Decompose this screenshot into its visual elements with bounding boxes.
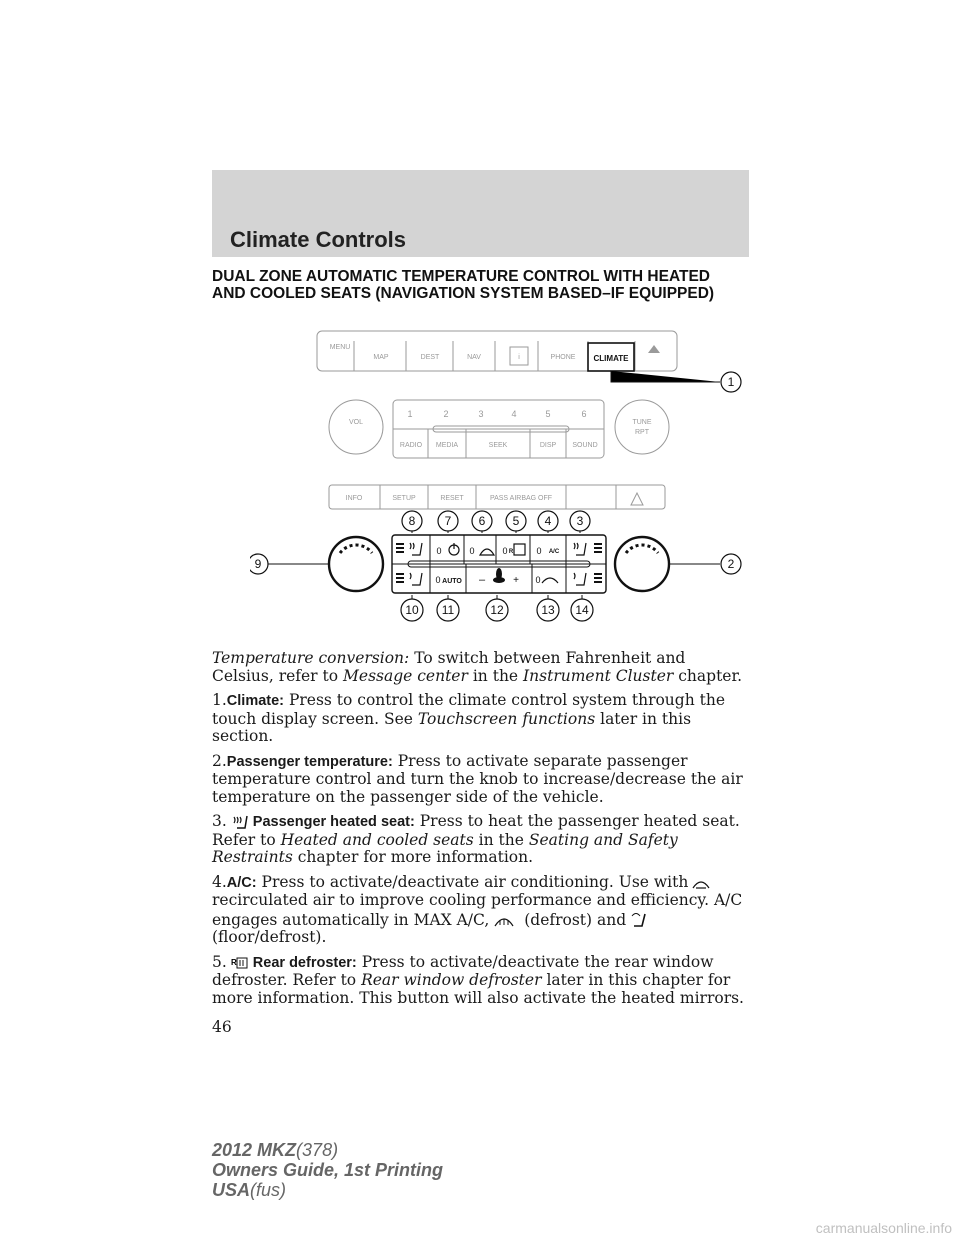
page-number: 46	[212, 1018, 232, 1036]
sound-label: SOUND	[572, 442, 598, 449]
vol-label: VOL	[348, 419, 364, 426]
callout-4: 4	[544, 514, 552, 528]
section-title	[212, 268, 772, 302]
callout-1: 1	[727, 375, 735, 389]
recirculate-icon	[692, 878, 710, 890]
footer-model-code: (378)	[296, 1140, 339, 1160]
zero-7: 0	[436, 546, 442, 556]
print-footer	[212, 1140, 443, 1200]
phone-label: PHONE	[550, 354, 576, 361]
callout-5: 5	[512, 514, 520, 528]
body-text	[212, 650, 752, 1014]
climate-control-diagram	[250, 325, 750, 635]
callout-13: 13	[541, 603, 555, 617]
dest-label: DEST	[420, 354, 440, 361]
callout-12: 12	[490, 603, 504, 617]
rear-r-label: R	[508, 549, 514, 555]
tune-label: TUNE	[632, 419, 652, 426]
item-4-paragraph: 4.A/C: Press to activate/deactivate air conditioning. Use with recirculated air to improve cooling performance and efficiency. A/C engages automatically in MAX A/C, (defrost) and (floor/defrost).	[212, 872, 743, 946]
item-1-paragraph: 1.Climate: Press to control the climate control system through the touch display screen. See Touchscreen functions later in this section.	[212, 691, 726, 745]
zero-6: 0	[469, 546, 475, 556]
callout-10: 10	[405, 603, 419, 617]
defrost-icon	[493, 914, 515, 928]
climate-button-label: CLIMATE	[593, 354, 629, 363]
section-title-line2: AND COOLED SEATS (NAVIGATION SYSTEM BASED–IF EQUIPPED)	[212, 285, 715, 302]
footer-market: USA	[212, 1180, 251, 1200]
callout-14: 14	[575, 603, 589, 617]
footer-model: 2012 MKZ	[212, 1140, 297, 1160]
callout-11: 11	[441, 603, 455, 617]
zero-13: 0	[535, 575, 541, 585]
callout-9: 9	[254, 557, 262, 571]
preset-1: 1	[407, 409, 413, 419]
watermark: carmanualsonline.info	[815, 1220, 952, 1236]
media-label: MEDIA	[435, 442, 459, 449]
item-5-paragraph: 5. R Rear defroster: Press to activate/deactivate the rear window defroster. Refer to Rear window defroster later in this chapter for more information. This button will also activate the heated mirrors.	[212, 952, 744, 1007]
callout-8: 8	[408, 514, 416, 528]
section-title-line1: DUAL ZONE AUTOMATIC TEMPERATURE CONTROL WITH HEATED	[212, 268, 710, 285]
menu-label: MENU	[329, 344, 351, 351]
ac-label: A/C	[548, 549, 560, 555]
auto-label: AUTO	[442, 578, 462, 585]
heated-seat-icon	[231, 813, 249, 829]
fan-icon	[493, 568, 505, 583]
fan-plus: +	[513, 575, 519, 586]
info-i-label: i	[518, 354, 520, 361]
reset-label: RESET	[440, 495, 464, 502]
seek-label: SEEK	[488, 442, 508, 449]
pass-airbag-label: PASS AIRBAG OFF	[489, 495, 553, 502]
preset-3: 3	[478, 409, 484, 419]
preset-5: 5	[545, 409, 551, 419]
zero-11: 0	[435, 575, 441, 585]
callout-7: 7	[444, 514, 452, 528]
info-label: INFO	[345, 495, 363, 502]
chapter-header	[212, 170, 749, 257]
preset-4: 4	[511, 409, 517, 419]
nav-label: NAV	[467, 354, 481, 361]
zero-5: 0	[502, 546, 508, 556]
preset-2: 2	[443, 409, 449, 419]
disp-label: DISP	[539, 442, 557, 449]
preset-6: 6	[581, 409, 587, 419]
callout-3: 3	[576, 514, 584, 528]
floor-defrost-icon	[630, 910, 650, 928]
item-2-paragraph: 2.Passenger temperature: Press to activate separate passenger temperature control and turn the knob to increase/decrease the air temperature on the passenger side of the vehicle.	[212, 751, 743, 806]
callout-2: 2	[727, 557, 735, 571]
item-3-paragraph: 3. Passenger heated seat: Press to heat the passenger heated seat. Refer to Heated and cooled seats in the Seating and Safety Restraints chapter for more information.	[212, 812, 740, 866]
rpt-label: RPT	[635, 429, 649, 436]
footer-guide: Owners Guide, 1st Printing	[212, 1160, 444, 1180]
footer-market-code: (fus)	[250, 1180, 287, 1200]
map-label: MAP	[373, 354, 389, 361]
zero-4: 0	[536, 546, 542, 556]
svg-text:R: R	[230, 957, 237, 967]
fan-minus: –	[478, 574, 486, 586]
temperature-conversion-paragraph: Temperature conversion: To switch between Fahrenheit and Celsius, refer to Message center in the Instrument Cluster chapter.	[212, 649, 743, 685]
rear-defroster-icon	[231, 956, 249, 970]
chapter-title: Climate Controls	[230, 227, 407, 252]
setup-label: SETUP	[392, 495, 416, 502]
callout-6: 6	[478, 514, 486, 528]
radio-label: RADIO	[399, 442, 423, 449]
